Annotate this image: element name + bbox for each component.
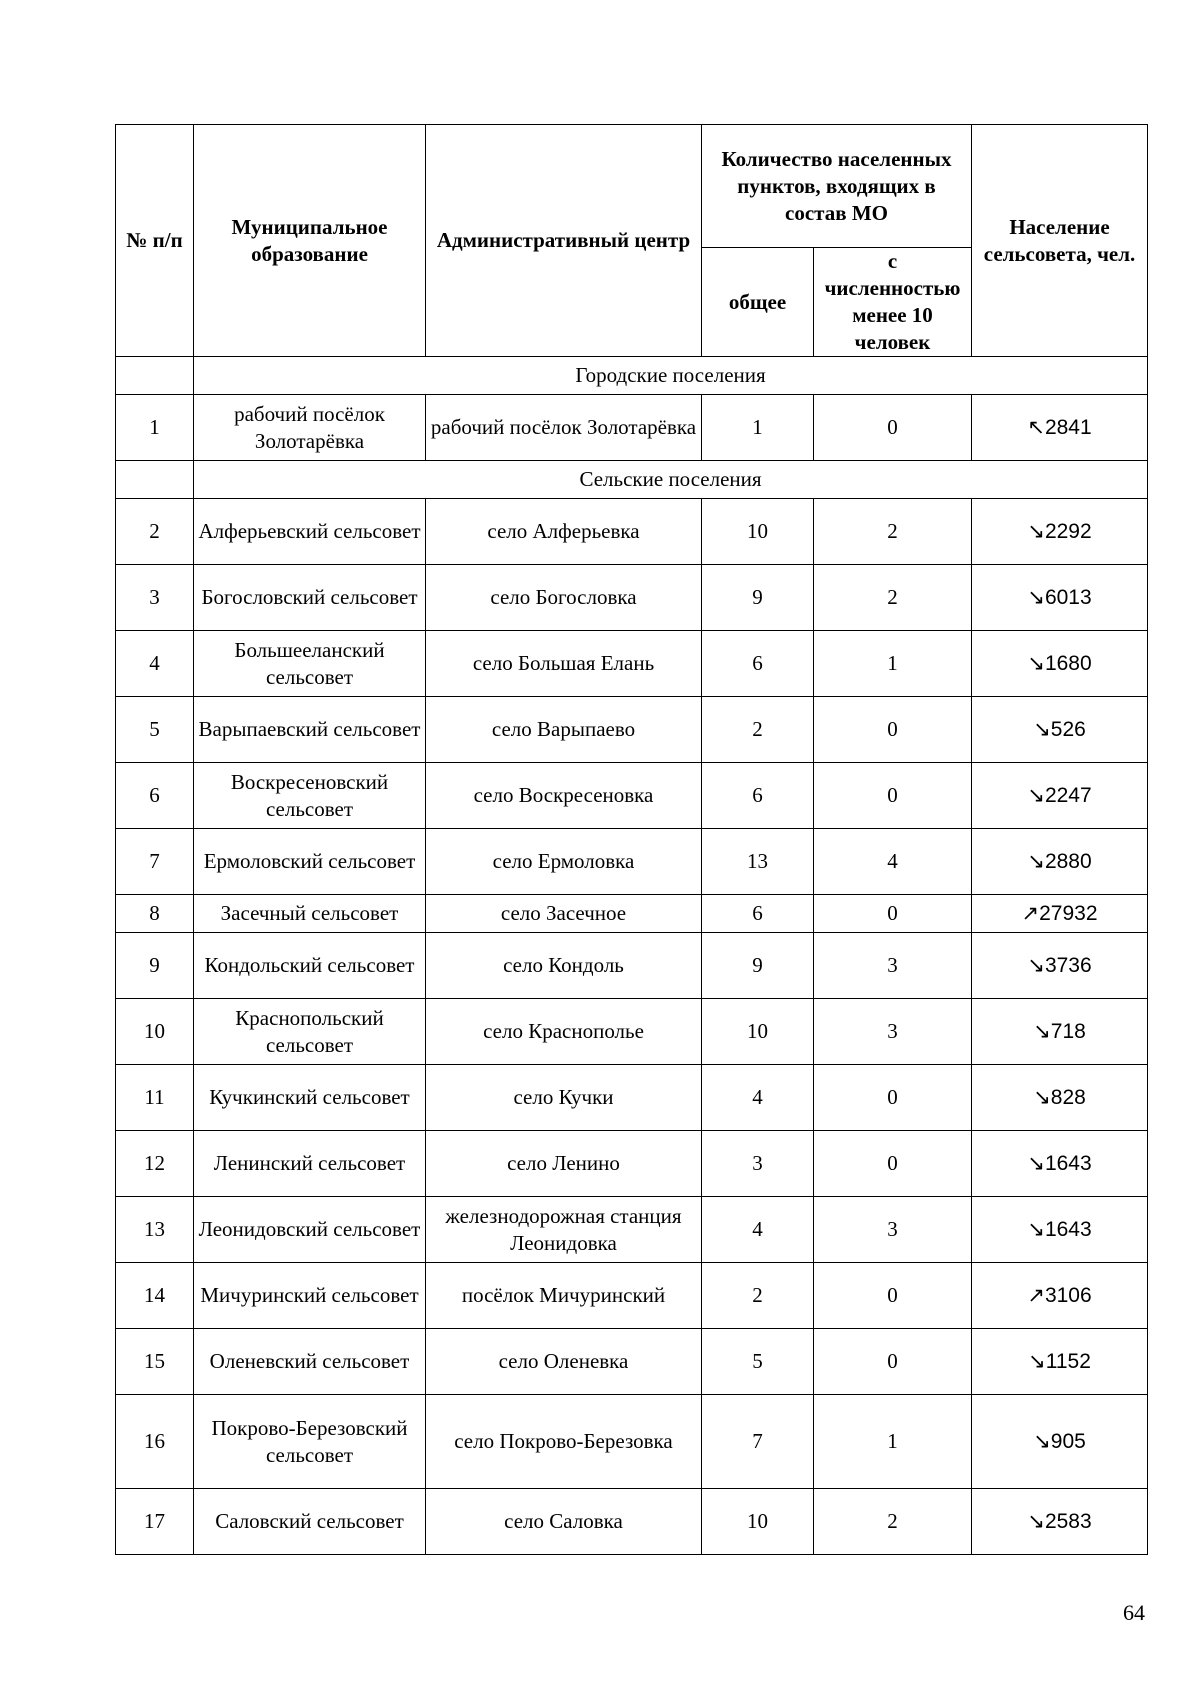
population-value: 6013 [1044,586,1092,609]
row-number: 5 [116,697,194,763]
population-cell [972,395,1148,461]
small-settlements-cell: 0 [814,1131,972,1197]
small-settlements-cell: 0 [814,1329,972,1395]
admin-center-cell: село Варыпаево [426,697,702,763]
population-value: 828 [1050,1086,1086,1109]
row-number: 11 [116,1065,194,1131]
settlements-table [115,124,1148,1555]
section-empty-cell [116,357,194,395]
total-settlements-cell: 6 [702,631,814,697]
section-title: Городские поселения [194,357,1148,395]
population-cell [972,933,1148,999]
municipality-cell: Леонидовский сельсовет [194,1197,426,1263]
population-cell [972,1489,1148,1555]
small-settlements-cell: 0 [814,1263,972,1329]
population-value: 2841 [1044,416,1092,439]
trend-arrow-icon: ↘ [1027,585,1045,609]
total-settlements-cell: 6 [702,763,814,829]
section-title: Сельские поселения [194,461,1148,499]
population-cell [972,565,1148,631]
admin-center-cell: село Кондоль [426,933,702,999]
trend-arrow-icon: ↘ [1028,1349,1046,1373]
table-body [116,357,1148,1555]
total-settlements-cell: 4 [702,1065,814,1131]
row-number: 1 [116,395,194,461]
page-number: 64 [1123,1600,1145,1625]
row-number: 16 [116,1395,194,1489]
table-row [116,1329,1148,1395]
population-cell [972,499,1148,565]
municipality-cell: Мичуринский сельсовет [194,1263,426,1329]
small-settlements-cell: 0 [814,395,972,461]
trend-arrow-icon: ↘ [1027,783,1045,807]
population-value: 526 [1050,718,1086,741]
row-number: 9 [116,933,194,999]
admin-center-cell: село Саловка [426,1489,702,1555]
trend-arrow-icon: ↘ [1027,849,1045,873]
trend-arrow-icon: ↘ [1033,1085,1051,1109]
trend-arrow-icon: ↘ [1033,717,1051,741]
small-settlements-cell: 4 [814,829,972,895]
header-small-settlements: с численностью менее 10 человек [814,248,972,357]
population-value: 1152 [1045,1350,1091,1373]
total-settlements-cell: 2 [702,697,814,763]
small-settlements-cell: 1 [814,1395,972,1489]
population-cell [972,1329,1148,1395]
admin-center-cell: село Богословка [426,565,702,631]
row-number: 15 [116,1329,194,1395]
municipality-cell: Кучкинский сельсовет [194,1065,426,1131]
row-number: 12 [116,1131,194,1197]
trend-arrow-icon: ↘ [1027,1217,1045,1241]
table-row [116,1065,1148,1131]
population-cell [972,1263,1148,1329]
total-settlements-cell: 3 [702,1131,814,1197]
population-value: 1680 [1044,652,1092,675]
population-cell [972,1065,1148,1131]
population-value: 2583 [1044,1510,1092,1533]
trend-arrow-icon: ↘ [1027,953,1045,977]
total-settlements-cell: 5 [702,1329,814,1395]
population-cell [972,631,1148,697]
municipality-cell: Богословский сельсовет [194,565,426,631]
total-settlements-cell: 10 [702,1489,814,1555]
header-num: № п/п [116,125,194,357]
municipality-cell: Кондольский сельсовет [194,933,426,999]
population-value: 27932 [1039,902,1098,925]
municipality-cell: Краснопольский сельсовет [194,999,426,1065]
header-municipality: Муниципальное образование [194,125,426,357]
total-settlements-cell: 13 [702,829,814,895]
municipality-cell: Варыпаевский сельсовет [194,697,426,763]
admin-center-cell: село Воскресеновка [426,763,702,829]
municipality-cell: Ермоловский сельсовет [194,829,426,895]
table-row [116,499,1148,565]
total-settlements-cell: 7 [702,1395,814,1489]
table-row [116,697,1148,763]
admin-center-cell: рабочий посёлок Золотарёвка [426,395,702,461]
population-value: 2880 [1044,850,1092,873]
small-settlements-cell: 2 [814,1489,972,1555]
row-number: 8 [116,895,194,933]
table-row [116,1263,1148,1329]
row-number: 6 [116,763,194,829]
row-number: 10 [116,999,194,1065]
population-value: 3106 [1044,1284,1092,1307]
admin-center-cell: село Ленино [426,1131,702,1197]
section-row [116,461,1148,499]
table-row [116,631,1148,697]
municipality-cell: Большееланский сельсовет [194,631,426,697]
trend-arrow-icon: ↘ [1027,519,1045,543]
admin-center-cell: посёлок Мичуринский [426,1263,702,1329]
small-settlements-cell: 0 [814,697,972,763]
row-number: 13 [116,1197,194,1263]
small-settlements-cell: 3 [814,1197,972,1263]
table-row [116,829,1148,895]
table-row [116,1489,1148,1555]
total-settlements-cell: 1 [702,395,814,461]
trend-arrow-icon: ↘ [1027,651,1045,675]
municipality-cell: Алферьевский сельсовет [194,499,426,565]
population-value: 1643 [1044,1218,1092,1241]
population-value: 905 [1050,1430,1086,1453]
municipality-cell: Воскресеновский сельсовет [194,763,426,829]
row-number: 17 [116,1489,194,1555]
small-settlements-cell: 0 [814,1065,972,1131]
total-settlements-cell: 6 [702,895,814,933]
population-cell [972,763,1148,829]
municipality-cell: Покрово-Березовский сельсовет [194,1395,426,1489]
population-cell [972,1395,1148,1489]
header-population: Население сельсовета, чел. [972,125,1148,357]
row-number: 2 [116,499,194,565]
population-cell [972,1131,1148,1197]
table-row [116,895,1148,933]
population-cell [972,829,1148,895]
table-row [116,565,1148,631]
admin-center-cell: село Большая Елань [426,631,702,697]
row-number: 4 [116,631,194,697]
municipality-cell: Ленинский сельсовет [194,1131,426,1197]
small-settlements-cell: 0 [814,763,972,829]
small-settlements-cell: 1 [814,631,972,697]
admin-center-cell: железнодорожная станция Леонидовка [426,1197,702,1263]
total-settlements-cell: 10 [702,499,814,565]
population-cell [972,895,1148,933]
trend-arrow-icon: ↗ [1027,1283,1045,1307]
header-admin-center: Административный центр [426,125,702,357]
admin-center-cell: село Алферьевка [426,499,702,565]
population-cell [972,999,1148,1065]
admin-center-cell: село Оленевка [426,1329,702,1395]
population-value: 2292 [1044,520,1092,543]
table-row [116,933,1148,999]
section-row [116,357,1148,395]
admin-center-cell: село Покрово-Березовка [426,1395,702,1489]
total-settlements-cell: 2 [702,1263,814,1329]
row-number: 3 [116,565,194,631]
trend-arrow-icon: ↖ [1027,415,1045,439]
admin-center-cell: село Кучки [426,1065,702,1131]
table-row [116,1395,1148,1489]
population-value: 2247 [1044,784,1092,807]
trend-arrow-icon: ↗ [1021,901,1040,925]
trend-arrow-icon: ↘ [1027,1151,1045,1175]
total-settlements-cell: 9 [702,933,814,999]
header-total: общее [702,248,814,357]
population-cell [972,697,1148,763]
small-settlements-cell: 0 [814,895,972,933]
total-settlements-cell: 9 [702,565,814,631]
municipality-cell: Засечный сельсовет [194,895,426,933]
admin-center-cell: село Засечное [426,895,702,933]
municipality-cell: рабочий посёлок Золотарёвка [194,395,426,461]
admin-center-cell: село Краснополье [426,999,702,1065]
row-number: 7 [116,829,194,895]
total-settlements-cell: 4 [702,1197,814,1263]
total-settlements-cell: 10 [702,999,814,1065]
small-settlements-cell: 2 [814,565,972,631]
small-settlements-cell: 3 [814,999,972,1065]
header-count-group: Количество населенных пунктов, входящих в состав МО [702,125,972,248]
population-value: 718 [1050,1020,1086,1043]
table-row [116,1131,1148,1197]
municipality-cell: Саловский сельсовет [194,1489,426,1555]
trend-arrow-icon: ↘ [1033,1429,1051,1453]
population-cell [972,1197,1148,1263]
row-number: 14 [116,1263,194,1329]
small-settlements-cell: 2 [814,499,972,565]
table-row [116,999,1148,1065]
trend-arrow-icon: ↘ [1027,1509,1045,1533]
table-row [116,395,1148,461]
municipality-cell: Оленевский сельсовет [194,1329,426,1395]
section-empty-cell [116,461,194,499]
population-value: 1643 [1044,1152,1092,1175]
trend-arrow-icon: ↘ [1033,1019,1051,1043]
admin-center-cell: село Ермоловка [426,829,702,895]
table-row [116,1197,1148,1263]
population-value: 3736 [1044,954,1092,977]
table-row [116,763,1148,829]
small-settlements-cell: 3 [814,933,972,999]
